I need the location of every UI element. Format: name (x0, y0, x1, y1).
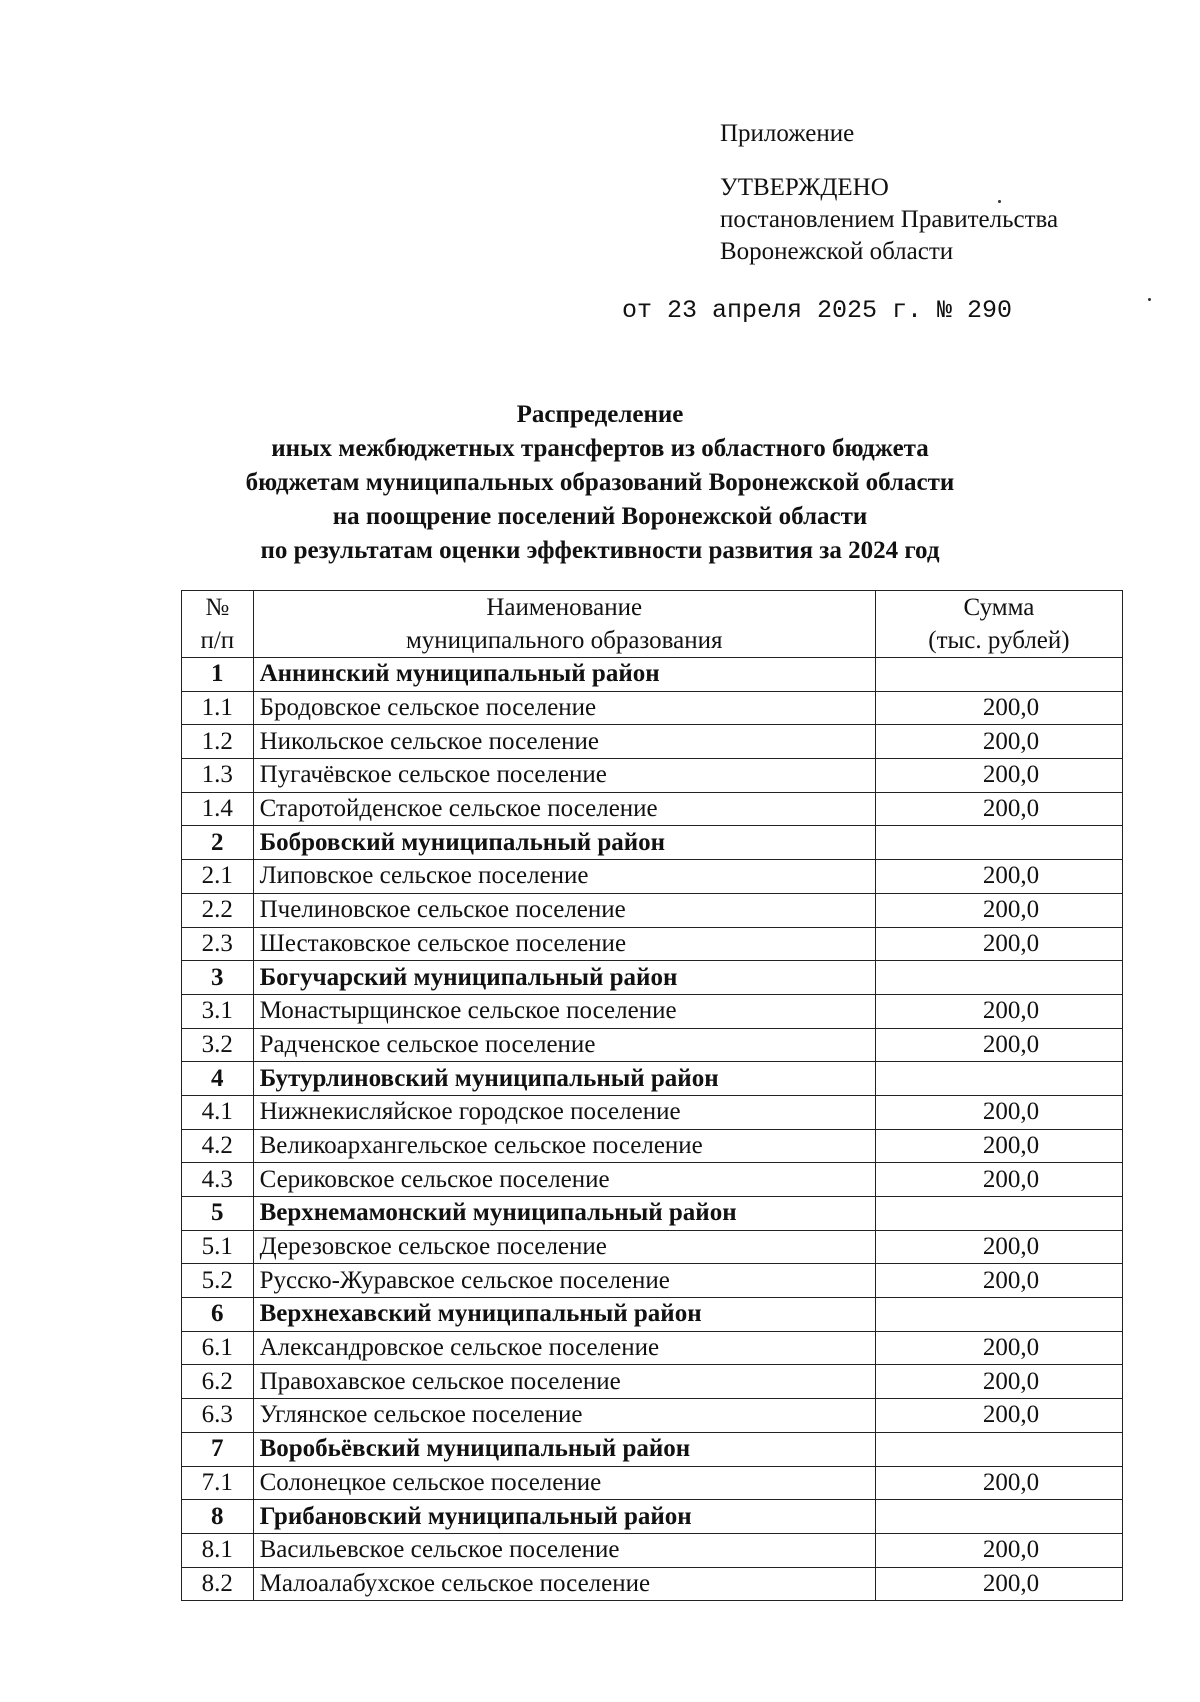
title-line-5: по результатам оценки эффективности развития за 2024 год (260, 537, 940, 564)
settlement-row (182, 1230, 1123, 1264)
row-sum (875, 961, 1122, 995)
district-row (182, 1197, 1123, 1231)
row-name: Бродовское сельское поселение (253, 691, 875, 725)
row-name: Шестаковское сельское поселение (253, 927, 875, 961)
row-sum: 200,0 (875, 691, 1122, 725)
row-sum: 200,0 (875, 1264, 1122, 1298)
settlement-row (182, 1095, 1123, 1129)
row-name: Дерезовское сельское поселение (253, 1230, 875, 1264)
row-sum: 200,0 (875, 893, 1122, 927)
row-name: Верхнемамонский муниципальный район (253, 1197, 875, 1231)
approval-block (720, 118, 1058, 268)
row-sum: 200,0 (875, 1028, 1122, 1062)
approved-by-line-1: постановлением Правительства (720, 206, 1059, 233)
row-name: Монастырщинское сельское поселение (253, 994, 875, 1028)
district-row (182, 658, 1123, 692)
row-number: 8.1 (182, 1533, 254, 1567)
row-sum (875, 1500, 1122, 1534)
table-header-row (182, 591, 1123, 658)
row-name: Васильевское сельское поселение (253, 1533, 875, 1567)
allocation-table (181, 590, 1123, 1601)
row-sum: 200,0 (875, 1163, 1122, 1197)
row-number: 8 (182, 1500, 254, 1534)
title-line-2: иных межбюджетных трансфертов из областного бюджета (271, 435, 929, 462)
row-number: 3 (182, 961, 254, 995)
settlement-row (182, 994, 1123, 1028)
row-number: 5.2 (182, 1264, 254, 1298)
row-sum (875, 1062, 1122, 1096)
row-number: 7.1 (182, 1466, 254, 1500)
header-sum-line-1: Сумма (963, 594, 1035, 621)
settlement-row (182, 1264, 1123, 1298)
title-line-3: бюджетам муниципальных образований Воронежской области (245, 469, 955, 496)
row-number: 2.3 (182, 927, 254, 961)
row-sum (875, 1298, 1122, 1332)
row-sum: 200,0 (875, 1331, 1122, 1365)
row-name: Нижнекисляйское городское поселение (253, 1095, 875, 1129)
row-sum: 200,0 (875, 792, 1122, 826)
row-sum: 200,0 (875, 1567, 1122, 1601)
row-sum: 200,0 (875, 1466, 1122, 1500)
row-number: 1.1 (182, 691, 254, 725)
row-name: Грибановский муниципальный район (253, 1500, 875, 1534)
row-name: Липовское сельское поселение (253, 860, 875, 894)
row-sum (875, 1432, 1122, 1466)
row-number: 6.2 (182, 1365, 254, 1399)
header-name-line-2: муниципального образования (405, 627, 723, 654)
row-number: 6.3 (182, 1399, 254, 1433)
appendix-label: Приложение (720, 120, 855, 147)
row-name: Бутурлиновский муниципальный район (253, 1062, 875, 1096)
table-body (182, 658, 1123, 1601)
settlement-row (182, 893, 1123, 927)
row-name: Малоалабухское сельское поселение (253, 1567, 875, 1601)
row-name: Пчелиновское сельское поселение (253, 893, 875, 927)
settlement-row (182, 1365, 1123, 1399)
district-row (182, 1298, 1123, 1332)
settlement-row (182, 1567, 1123, 1601)
row-number: 3.1 (182, 994, 254, 1028)
row-number: 2.2 (182, 893, 254, 927)
district-row (182, 1062, 1123, 1096)
settlement-row (182, 1399, 1123, 1433)
settlement-row (182, 927, 1123, 961)
row-name: Александровское сельское поселение (253, 1331, 875, 1365)
header-number-line-2: п/п (200, 627, 235, 654)
header-number (182, 591, 254, 658)
decree-stamp: от 23 апреля 2025 г. № 290 (622, 296, 1013, 325)
district-row (182, 826, 1123, 860)
row-name: Аннинский муниципальный район (253, 658, 875, 692)
approved-label: УТВЕРЖДЕНО (720, 174, 889, 201)
header-sum (875, 591, 1122, 658)
row-number: 8.2 (182, 1567, 254, 1601)
row-name: Углянское сельское поселение (253, 1399, 875, 1433)
settlement-row (182, 792, 1123, 826)
row-sum: 200,0 (875, 1095, 1122, 1129)
header-number-line-1: № (205, 594, 230, 621)
scan-speck (1148, 298, 1151, 301)
row-name: Радченское сельское поселение (253, 1028, 875, 1062)
row-sum: 200,0 (875, 994, 1122, 1028)
row-number: 5 (182, 1197, 254, 1231)
row-number: 4.2 (182, 1129, 254, 1163)
row-number: 3.2 (182, 1028, 254, 1062)
row-number: 7 (182, 1432, 254, 1466)
row-sum: 200,0 (875, 725, 1122, 759)
title-line-1: Распределение (516, 401, 684, 428)
row-name: Старотойденское сельское поселение (253, 792, 875, 826)
row-sum: 200,0 (875, 927, 1122, 961)
row-number: 6.1 (182, 1331, 254, 1365)
row-number: 4 (182, 1062, 254, 1096)
row-sum (875, 826, 1122, 860)
row-name: Солонецкое сельское поселение (253, 1466, 875, 1500)
row-number: 1.4 (182, 792, 254, 826)
settlement-row (182, 1331, 1123, 1365)
row-sum: 200,0 (875, 1129, 1122, 1163)
row-number: 4.1 (182, 1095, 254, 1129)
row-name: Сериковское сельское поселение (253, 1163, 875, 1197)
row-name: Русско-Журавское сельское поселение (253, 1264, 875, 1298)
row-name: Правохавское сельское поселение (253, 1365, 875, 1399)
header-name (253, 591, 875, 658)
settlement-row (182, 759, 1123, 793)
row-sum: 200,0 (875, 860, 1122, 894)
settlement-row (182, 1466, 1123, 1500)
settlement-row (182, 860, 1123, 894)
district-row (182, 1500, 1123, 1534)
district-row (182, 1432, 1123, 1466)
scan-speck (998, 200, 1001, 203)
row-name: Верхнехавский муниципальный район (253, 1298, 875, 1332)
settlement-row (182, 1028, 1123, 1062)
approved-by-line-2: Воронежской области (720, 238, 954, 265)
row-sum: 200,0 (875, 1533, 1122, 1567)
row-name: Богучарский муниципальный район (253, 961, 875, 995)
row-name: Воробьёвский муниципальный район (253, 1432, 875, 1466)
row-number: 5.1 (182, 1230, 254, 1264)
row-sum (875, 1197, 1122, 1231)
row-sum: 200,0 (875, 1399, 1122, 1433)
row-sum: 200,0 (875, 1365, 1122, 1399)
row-number: 1.2 (182, 725, 254, 759)
row-name: Великоархангельское сельское поселение (253, 1129, 875, 1163)
row-name: Бобровский муниципальный район (253, 826, 875, 860)
row-number: 1.3 (182, 759, 254, 793)
row-name: Никольское сельское поселение (253, 725, 875, 759)
row-number: 2 (182, 826, 254, 860)
row-sum: 200,0 (875, 1230, 1122, 1264)
settlement-row (182, 1163, 1123, 1197)
header-sum-line-2: (тыс. рублей) (928, 627, 1070, 654)
row-name: Пугачёвское сельское поселение (253, 759, 875, 793)
document-title (100, 398, 1100, 568)
settlement-row (182, 691, 1123, 725)
row-number: 6 (182, 1298, 254, 1332)
row-number: 2.1 (182, 860, 254, 894)
district-row (182, 961, 1123, 995)
row-sum (875, 658, 1122, 692)
header-name-line-1: Наименование (486, 594, 643, 621)
settlement-row (182, 725, 1123, 759)
settlement-row (182, 1129, 1123, 1163)
row-number: 1 (182, 658, 254, 692)
settlement-row (182, 1533, 1123, 1567)
row-number: 4.3 (182, 1163, 254, 1197)
row-sum: 200,0 (875, 759, 1122, 793)
title-line-4: на поощрение поселений Воронежской области (332, 503, 868, 530)
